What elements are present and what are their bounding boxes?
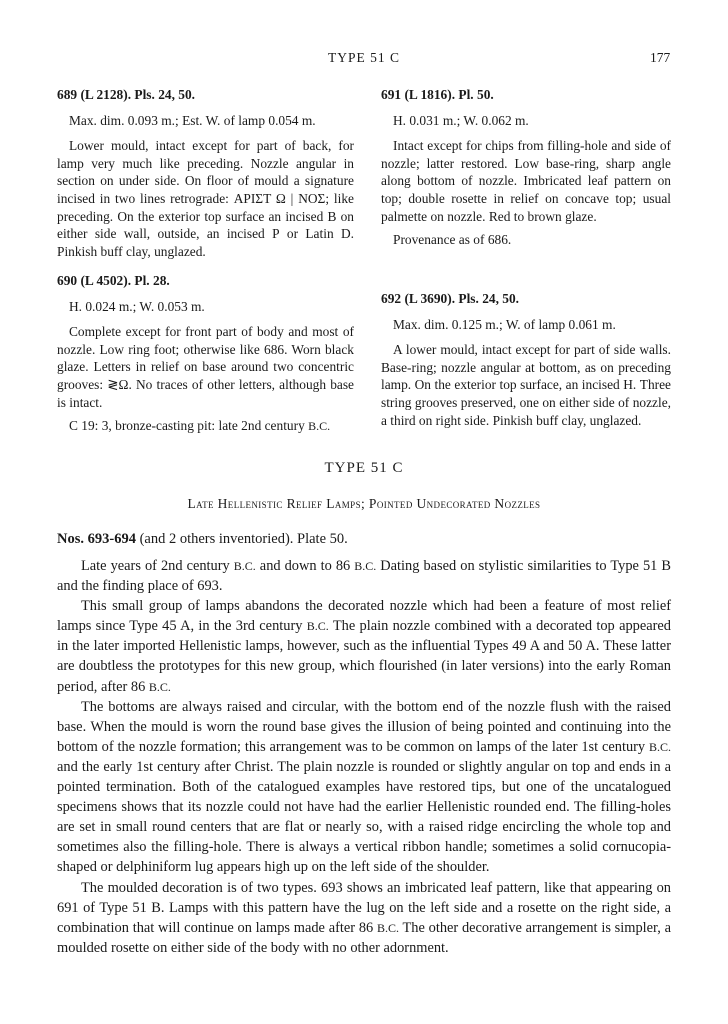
- text-run: The plain nozzle combined with a decorated top appeared in the later imported Hellenistic lamps, however, such as the influential Types 49 A and 50 A. These latter are doubtless the prototypes for this new group, which flourished (in later versions) into the early Roman period, after 86: [57, 618, 671, 695]
- era-abbrev: B.C.: [648, 739, 671, 754]
- era-abbrev: B.C.: [148, 679, 171, 694]
- findspot-text: C 19: 3, bronze-casting pit: late 2nd century: [69, 418, 305, 434]
- era-abbrev: B.C.: [233, 559, 256, 573]
- entry-provenance: Provenance as of 686.: [393, 232, 512, 248]
- text-run: This small group of lamps abandons the decorated nozzle which had been a feature of most relief lamps since Type 45 A, in the 3rd century: [57, 598, 671, 635]
- page-number: 177: [650, 50, 671, 65]
- entry-plates: . Pls. 24, 50.: [451, 291, 520, 306]
- era-abbrev: B.C.: [354, 559, 377, 573]
- paragraph-form: [57, 697, 671, 878]
- body-text: [57, 556, 671, 958]
- entry-description: A lower mould, intact except for part of side walls. Base-ring; nozzle angular at bottom, as on preceding lamp. On the exterior top surface, an incised Η. Three string grooves preserved, one on either side of nozzle, a third on right side. Pinkish buff clay, unglazed.: [381, 342, 671, 428]
- catalogue-numbers-line: [57, 531, 348, 548]
- entry-dimensions: Max. dim. 0.125 m.; W. of lamp 0.061 m.: [393, 316, 616, 332]
- entry-inventory: (L 1816): [404, 87, 452, 102]
- entry-dimensions: H. 0.031 m.; W. 0.062 m.: [393, 112, 529, 128]
- era-abbrev: B.C.: [308, 419, 331, 434]
- catalogue-plate-note: (and 2 others inventoried). Plate 50.: [135, 531, 348, 547]
- catalogue-entry-690: [57, 272, 354, 436]
- text-run: Late years of 2nd century: [81, 558, 234, 574]
- entry-number: 691: [381, 87, 402, 102]
- section-title: TYPE 51 C: [324, 460, 404, 476]
- catalogue-numbers: Nos. 693-694: [57, 531, 136, 547]
- catalogue-entry-692: [381, 290, 671, 429]
- entry-number: 692: [381, 291, 402, 306]
- entry-inventory: (L 2128): [80, 87, 128, 102]
- catalogue-entry-691: [381, 86, 671, 249]
- catalogue-entry-689: [57, 86, 354, 260]
- entry-description: Intact except for chips from filling-hole and side of nozzle; latter restored. Low base-ring, sharp angle along bottom of nozzle. Imbricated leaf pattern on top; double rosette in relief on concave top; usual palmette on nozzle. Red to brown glaze.: [381, 138, 671, 224]
- entry-description: Complete except for front part of body and most of nozzle. Low ring foot; otherwise like 686. Worn black glaze. Letters in relief on base around two concentric grooves: ≷Ω. No traces of other letters, although base is intact.: [57, 324, 354, 410]
- entry-dimensions: Max. dim. 0.093 m.; Est. W. of lamp 0.054 m.: [69, 112, 316, 128]
- entry-findspot: [57, 417, 354, 436]
- entry-plates: . Pl. 50.: [451, 87, 494, 102]
- paragraph-decoration: [57, 878, 671, 958]
- text-run: The other decorative arrangement is simpler, a moulded rosette on either side of the body with no other adornment.: [57, 919, 672, 956]
- text-run: The moulded decoration is of two types. 693 shows an imbricated leaf pattern, like that appearing on 691 of Type 51 B. Lamps with this pattern have the lug on the left side and a rosette on the right side, a combination that will continue on lamps made after 86: [57, 879, 671, 936]
- text-run: and down to 86: [255, 558, 355, 574]
- entry-plates: . Pl. 28.: [127, 273, 170, 288]
- text-run: The bottoms are always raised and circular, with the bottom end of the nozzle flush with the raised base. When the mould is worn the round base gives the illusion of being pointed and continuing into the bottom of the nozzle formation; this arrangement was to be common on lamps of the later 1st century: [57, 698, 671, 755]
- entry-dimensions: H. 0.024 m.; W. 0.053 m.: [69, 298, 205, 314]
- entry-plates: . Pls. 24, 50.: [127, 87, 196, 102]
- running-head: TYPE 51 C: [327, 50, 400, 65]
- entry-heading: [381, 290, 671, 308]
- paragraph-dating: [57, 556, 671, 596]
- paragraph-origins: [57, 596, 671, 696]
- entry-number: 690: [57, 273, 78, 288]
- entry-heading: [381, 86, 671, 104]
- entry-number: 689: [57, 87, 78, 102]
- text-run: and the early 1st century after Christ. The plain nozzle is rounded or slightly angular on top and ends in a pointed termination. Both of the catalogued examples have restored tips, but one of the uncatalogued specimens shows that its nozzle could not have had the earlier Hellenistic rounded end. The filling-holes are set in small round centers that are flat or nearly so, with a raised ridge encircling the whole top and sometimes also the filling-hole. There is always a vertical ribbon handle; sometimes a solid cornucopia-shaped or delphiniform lug appears high up on the left side of the shoulder.: [57, 758, 671, 876]
- section-subtitle: Late Hellenistic Relief Lamps; Pointed Undecorated Nozzles: [187, 496, 541, 511]
- entry-inventory: (L 3690): [404, 291, 452, 306]
- entry-heading: [57, 272, 354, 290]
- era-abbrev: B.C.: [306, 619, 329, 634]
- era-abbrev: B.C.: [376, 920, 399, 935]
- text-run: Dating based on stylistic similarities to Type 51 B and the finding place of 693.: [57, 558, 671, 595]
- entry-heading: [57, 86, 354, 104]
- entry-description: Lower mould, intact except for part of back, for lamp very much like preceding. Nozzle angular in section on under side. On floor of mould a signature incised in two lines retrograde: ΑΡΙΣΤ Ω | ΝΟΣ; like preceding. On the exterior top surface an incised Β on either side wall, outside, an incised Ρ or Latin D. Pinkish buff clay, unglazed.: [57, 138, 354, 259]
- entry-inventory: (L 4502): [80, 273, 128, 288]
